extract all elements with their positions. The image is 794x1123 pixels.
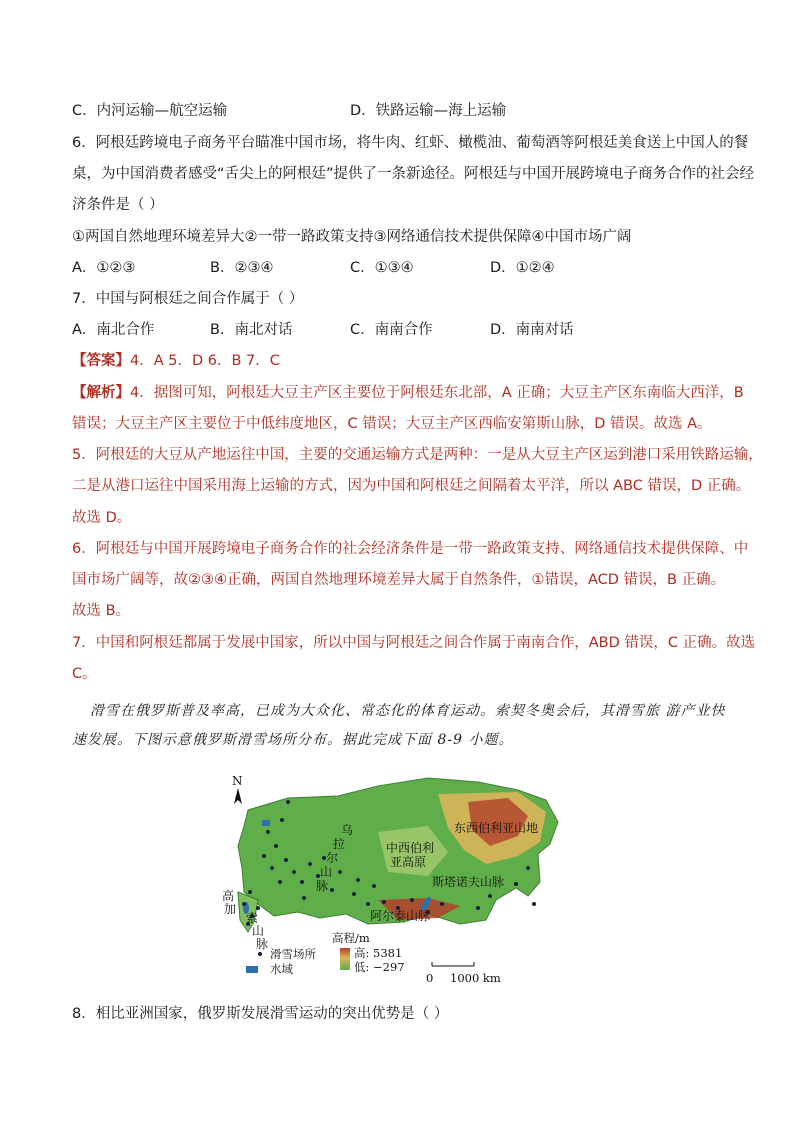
legend-ski: 滑雪场所 (270, 947, 316, 961)
q6-option-c: C．①③④ (350, 260, 414, 276)
label-central-siberian-plateau-1: 中西伯利 (386, 841, 435, 855)
material-line-1: 滑雪在俄罗斯普及率高，已成为大众化、常态化的体育运动。索契冬奥会后，其滑雪旅 游产业快 (90, 703, 726, 719)
q7-option-d: D．南南对话 (490, 322, 574, 338)
answer-tag: 【答案】 (72, 353, 130, 369)
q5-option-d: D．铁路运输—海上运输 (350, 103, 507, 119)
q7-option-b: B．南北对话 (210, 322, 293, 338)
analysis-q6-line-1: 6．阿根廷与中国开展跨境电子商务合作的社会经济条件是一带一路政策支持、网络通信技术提供保障、中 (72, 541, 749, 557)
analysis-q4-line-2: 错误；大豆主产区主要位于中低纬度地区，C 错误；大豆主产区西临安第斯山脉，D 错误。故选 A。 (72, 416, 712, 432)
svg-text:山: 山 (252, 924, 265, 938)
scale-bar (426, 962, 501, 985)
label-central-siberian-plateau-2: 亚高原 (390, 855, 427, 869)
svg-text:乌: 乌 (341, 823, 354, 837)
svg-text:山: 山 (320, 865, 333, 879)
material-line-2: 速发展。下图示意俄罗斯滑雪场所分布。据此完成下面 8-9 小题。 (72, 732, 514, 748)
analysis-q5-line-2: 二是从港口运往中国采用海上运输的方式，因为中国和阿根廷之间隔着太平洋，所以 ABC 错误，D 正确。 (72, 478, 751, 494)
analysis-q6-line-2: 国市场广阔等，故②③④正确，两国自然地理环境差异大属于自然条件，①错误，ACD 错误，B 正确。 (72, 572, 726, 588)
russia-ski-map (222, 772, 568, 990)
svg-text:脉: 脉 (316, 879, 329, 893)
analysis-q6-line-3: 故选 B。 (72, 603, 131, 619)
svg-text:脉: 脉 (256, 937, 269, 951)
svg-text:0: 0 (426, 971, 434, 985)
svg-text:加: 加 (224, 902, 237, 916)
q6-option-a: A．①②③ (72, 260, 136, 276)
svg-text:索: 索 (246, 911, 259, 925)
q7-stem: 7．中国与阿根廷之间合作属于（ ） (72, 291, 304, 307)
legend-elevation-ramp (340, 948, 350, 970)
svg-text:N: N (232, 774, 243, 788)
legend-water: 水域 (270, 962, 293, 976)
legend-low: 低: −297 (354, 960, 405, 974)
svg-text:高: 高 (222, 889, 235, 903)
q7-option-c: C．南南合作 (350, 322, 433, 338)
legend-water-swatch (246, 966, 258, 973)
q6-stem-line-1: 6．阿根廷跨境电子商务平台瞄准中国市场，将牛肉、红虾、橄榄油、葡萄酒等阿根廷美食送上中国人的餐 (72, 135, 749, 151)
svg-text:尔: 尔 (326, 851, 339, 865)
svg-text:1000 km: 1000 km (450, 971, 501, 985)
q6-conditions: ①两国自然地理环境差异大②一带一路政策支持③网络通信技术提供保障④中国市场广阔 (72, 229, 632, 245)
answer-text: 4．A 5．D 6．B 7．C (130, 353, 280, 369)
q7-option-a: A．南北合作 (72, 322, 155, 338)
label-east-siberian-highlands: 东西伯利亚山地 (454, 821, 539, 835)
water-body-baltic (262, 820, 270, 826)
answer-line (72, 351, 280, 371)
analysis-q7-line-2: C。 (72, 666, 97, 682)
q8-stem: 8．相比亚洲国家，俄罗斯发展滑雪运动的突出优势是（ ） (72, 1006, 449, 1022)
analysis-tag: 【解析】 (72, 385, 130, 401)
q6-stem-line-3: 济条件是（ ） (72, 197, 164, 213)
legend-title: 高程/m (332, 931, 370, 945)
analysis-q7-line-1: 7．中国和阿根廷都属于发展中国家，所以中国与阿根廷之间合作属于南南合作，ABD 错误，C 正确。故选 (72, 635, 756, 651)
analysis-q4-line-1 (72, 383, 744, 403)
svg-text:拉: 拉 (333, 837, 346, 851)
analysis-q4-text-1: 4．据图可知，阿根廷大豆主产区主要位于阿根廷东北部，A 正确；大豆主产区东南临大西洋，B (130, 385, 744, 401)
analysis-q5-line-3: 故选 D。 (72, 510, 132, 526)
analysis-q5-line-1: 5．阿根廷的大豆从产地运往中国，主要的交通运输方式是两种：一是从大豆主产区运到港口采用铁路运输， (72, 447, 763, 463)
q6-stem-line-2: 桌，为中国消费者感受“舌尖上的阿根廷”提供了一条新途径。阿根廷与中国开展跨境电子商务合作的社会经 (72, 166, 755, 182)
north-arrow-icon (232, 774, 243, 804)
legend-high: 高: 5381 (354, 946, 403, 960)
q5-option-c: C．内河运输—航空运输 (72, 103, 228, 119)
legend-ski-dot-icon (258, 952, 262, 956)
label-altai-mountains: 阿尔泰山脉 (370, 909, 431, 923)
q6-option-b: B．②③④ (210, 260, 274, 276)
label-stanovoy-range: 斯塔诺夫山脉 (432, 875, 505, 889)
q6-option-d: D．①②④ (490, 260, 555, 276)
